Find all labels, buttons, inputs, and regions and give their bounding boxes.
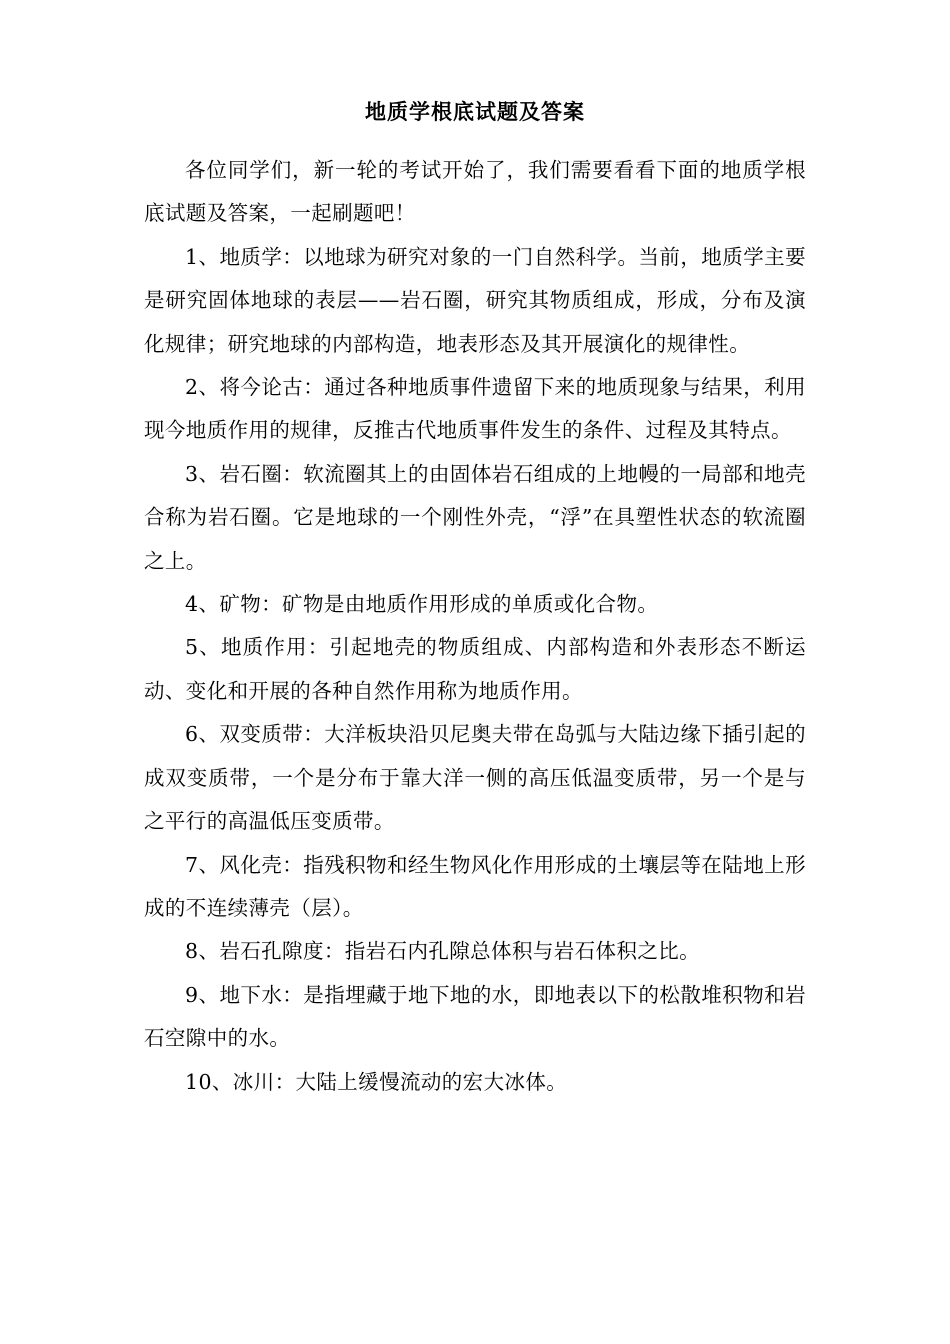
- definition-item-10: 10、冰川：大陆上缓慢流动的宏大冰体。: [185, 1069, 568, 1094]
- definition-item-6: 6、双变质带：大洋板块沿贝尼奥夫带在岛弧与大陆边缘下插引起的成双变质带，一个是分布于靠大洋一侧的高压低温变质带，另一个是与之平行的高温低压变质带。: [144, 722, 806, 834]
- intro-paragraph: 各位同学们，新一轮的考试开始了，我们需要看看下面的地质学根底试题及答案，一起刷题吧！: [144, 158, 806, 226]
- definition-item-5: 5、地质作用：引起地壳的物质组成、内部构造和外表形态不断运动、变化和开展的各种自然作用称为地质作用。: [144, 635, 806, 703]
- definition-item-9: 9、地下水：是指埋藏于地下地的水，即地表以下的松散堆积物和岩石空隙中的水。: [144, 982, 806, 1051]
- definition-item-2: 2、将今论古：通过各种地质事件遗留下来的地质现象与结果，利用现今地质作用的规律，反推古代地质事件发生的条件、过程及其特点。: [144, 375, 806, 443]
- definition-item-7: 7、风化壳：指残积物和经生物风化作用形成的土壤层等在陆地上形成的不连续薄壳（层）。: [144, 852, 806, 920]
- definition-item-3: 3、岩石圈：软流圈其上的由固体岩石组成的上地幔的一局部和地壳合称为岩石圈。它是地球的一个刚性外壳，“浮”在具塑性状态的软流圈之上。: [144, 461, 806, 573]
- definition-item-4: 4、矿物：矿物是由地质作用形成的单质或化合物。: [185, 592, 659, 617]
- document-body: [144, 92, 806, 1104]
- definition-item-8: 8、岩石孔隙度：指岩石内孔隙总体积与岩石体积之比。: [185, 939, 701, 964]
- document-title: 地质学根底试题及答案: [365, 100, 585, 124]
- definition-item-1: 1、地质学：以地球为研究对象的一门自然科学。当前，地质学主要是研究固体地球的表层——岩石圈，研究其物质组成，形成，分布及演化规律；研究地球的内部构造，地表形态及其开展演化的规律性。: [144, 244, 806, 356]
